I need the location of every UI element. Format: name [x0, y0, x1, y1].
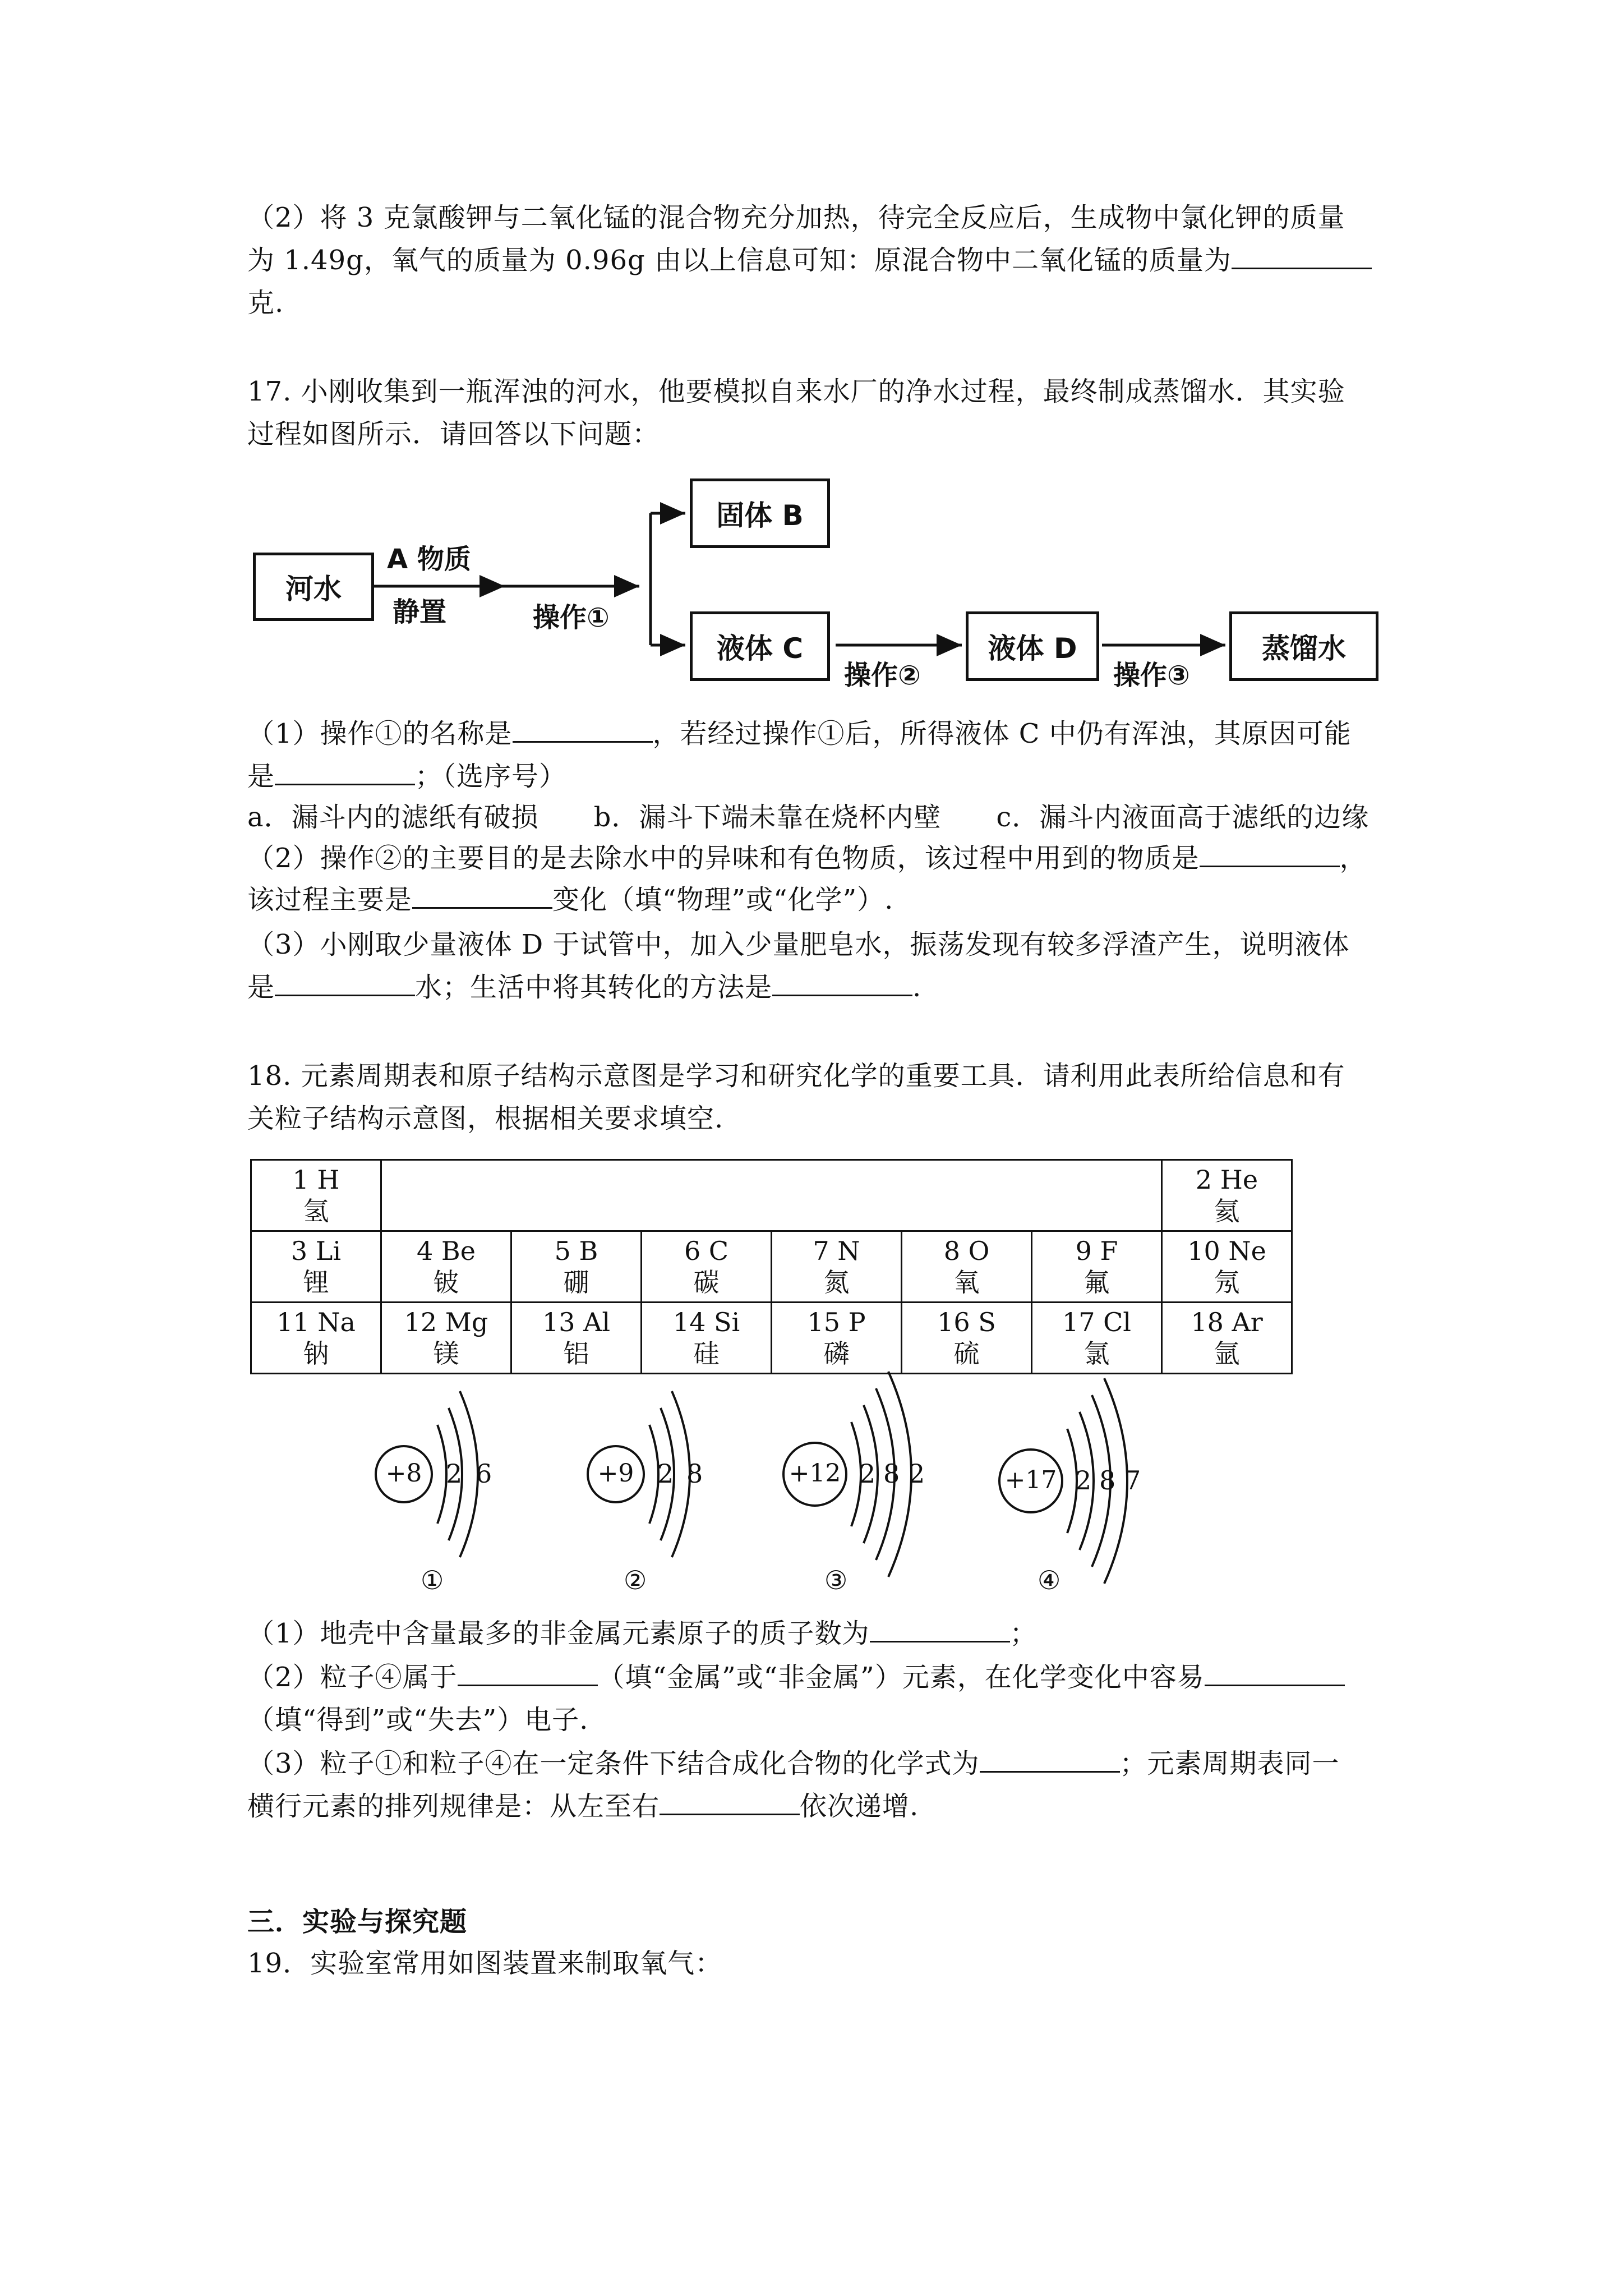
element-symbol: 8 O [943, 1236, 990, 1266]
answer-blank[interactable] [870, 1617, 1010, 1642]
q16-p2-text: 为 1.49g，氧气的质量为 0.96g 由以上信息可知：原混合物中二氧化锰的质量为 [247, 245, 1232, 276]
label-op2: 操作② [844, 660, 921, 691]
q17-s3-line1: （3）小刚取少量液体 D 于试管中，加入少量肥皂水，振荡发现有较多浮渣产生，说明液体 [247, 929, 1350, 960]
q17-s1-text-b: ，若经过操作①后，所得液体 C 中仍有浑浊，其原因可能 [652, 718, 1352, 749]
element-symbol: 2 He [1195, 1165, 1258, 1195]
atom-4-label: ④ [1038, 1565, 1061, 1595]
element-name: 氮 [823, 1267, 850, 1297]
q18-s2-text-b: （填“金属”或“非金属”）元素，在化学变化中容易 [597, 1662, 1205, 1693]
atom-3-shell-count: 2 [909, 1458, 925, 1489]
q17-s1-text-a: （1）操作①的名称是 [247, 718, 513, 749]
answer-blank[interactable] [1205, 1661, 1345, 1686]
answer-blank[interactable] [980, 1747, 1120, 1773]
element-symbol: 10 Ne [1187, 1236, 1266, 1266]
element-symbol: 1 H [292, 1165, 340, 1195]
atom-2-label: ② [624, 1565, 647, 1595]
atom-4-nucleus: +17 [1004, 1466, 1057, 1494]
element-symbol: 3 Li [291, 1236, 342, 1266]
q17-intro-line2: 过程如图所示．请回答以下问题： [247, 418, 660, 450]
q17-s2-text-a: （2）操作②的主要目的是去除水中的异味和有色物质，该过程中用到的物质是 [247, 843, 1200, 874]
element-name: 磷 [823, 1338, 850, 1369]
q18-s2-text-a: （2）粒子④属于 [247, 1662, 458, 1693]
q17-options: a．漏斗内的滤纸有破损 b．漏斗下端未靠在烧杯内壁 c．漏斗内液面高于滤纸的边缘 [247, 802, 1370, 833]
element-name: 钠 [303, 1338, 329, 1369]
q16-p2-line3: 克. [247, 287, 284, 319]
element-name: 氩 [1214, 1338, 1240, 1369]
answer-blank[interactable] [458, 1661, 598, 1686]
q19-text: 19．实验室常用如图装置来制取氧气： [247, 1948, 723, 1979]
box-liquid-c: 液体 C [690, 611, 830, 681]
label-op3: 操作③ [1113, 660, 1190, 691]
section-3-title: 三．实验与探究题 [247, 1906, 468, 1938]
atom-3-label: ③ [824, 1565, 848, 1595]
q17-s1-text-d: ；（选序号） [415, 761, 567, 792]
atom-3-shell-count: 8 [883, 1458, 900, 1489]
q18-s2-line1 [247, 1659, 1345, 1695]
box-solid-b: 固体 B [690, 478, 830, 548]
q18-s1-line [247, 1616, 1038, 1651]
label-still: 静置 [393, 596, 447, 628]
atom-1-shell-1 [437, 1425, 446, 1524]
atom-1-label: ① [421, 1565, 444, 1595]
element-symbol: 4 Be [417, 1236, 476, 1266]
atom-3-shell-count: 2 [859, 1458, 876, 1489]
element-symbol: 18 Ar [1191, 1307, 1263, 1337]
element-name: 氖 [1214, 1267, 1240, 1297]
atom-4-shell-count: 8 [1099, 1465, 1116, 1496]
element-symbol: 9 F [1075, 1236, 1118, 1266]
q18-s3-text-a: （3）粒子①和粒子④在一定条件下结合成化合物的化学式为 [247, 1748, 980, 1779]
element-symbol: 16 S [937, 1307, 996, 1337]
q18-s3-line2 [247, 1788, 919, 1824]
q18-s1-end: ； [1009, 1618, 1038, 1649]
element-name: 硅 [693, 1338, 720, 1369]
atom-2-shell-count: 8 [686, 1458, 703, 1489]
element-symbol: 7 N [813, 1236, 860, 1266]
q17-intro-line1: 17. 小刚收集到一瓶浑浊的河水，他要模拟自来水厂的净水过程，最终制成蒸馏水．其实验 [247, 376, 1345, 407]
element-name: 硼 [563, 1267, 589, 1297]
element-name: 氯 [1083, 1338, 1110, 1369]
q17-s3-text-a: 是 [247, 972, 275, 1003]
element-name: 镁 [433, 1338, 459, 1369]
q18-s3-text-b2: 依次递增. [800, 1791, 919, 1822]
element-symbol: 17 Cl [1062, 1307, 1132, 1337]
atom-1-shell-count: 2 [446, 1458, 463, 1489]
atom-2-nucleus: +9 [597, 1459, 634, 1488]
element-symbol: 13 Al [542, 1307, 611, 1337]
element-name: 铝 [563, 1338, 589, 1369]
atom-1-nucleus: +8 [385, 1459, 422, 1488]
box-distilled-water: 蒸馏水 [1229, 611, 1378, 681]
element-name: 氦 [1214, 1196, 1240, 1226]
box-liquid-d: 液体 D [966, 611, 1099, 681]
q17-s2-text-b: ， [1339, 843, 1367, 874]
label-op1: 操作① [533, 602, 610, 633]
element-name: 碳 [693, 1267, 720, 1297]
element-name: 锂 [303, 1267, 329, 1297]
atom-3-nucleus: +12 [789, 1459, 841, 1488]
q18-s3-line1 [247, 1746, 1340, 1782]
box-river: 河水 [253, 553, 374, 621]
atom-2-shell-count: 2 [657, 1458, 674, 1489]
element-name: 硫 [953, 1338, 980, 1369]
element-symbol: 6 C [684, 1236, 729, 1266]
atom-1-shell-count: 6 [476, 1458, 492, 1489]
answer-blank[interactable] [660, 1790, 800, 1815]
atom-4-shell-count: 2 [1075, 1465, 1092, 1496]
element-name: 氧 [953, 1267, 980, 1297]
q17-s1-text-c: 是 [247, 761, 275, 792]
q18-intro-line2: 关粒子结构示意图，根据相关要求填空. [247, 1103, 724, 1134]
q17-s2-text-c: 该过程主要是 [247, 884, 413, 915]
q18-s1-text: （1）地壳中含量最多的非金属元素原子的质子数为 [247, 1618, 870, 1649]
label-a-substance: A 物质 [387, 544, 471, 575]
element-name: 氢 [303, 1196, 329, 1226]
q18-s3-text-a2: 横行元素的排列规律是：从左至右 [247, 1791, 660, 1822]
q16-p2-line1: （2）将 3 克氯酸钾与二氧化锰的混合物充分加热，待完全反应后，生成物中氯化钾的质量 [247, 202, 1345, 233]
element-symbol: 11 Na [276, 1307, 356, 1337]
q18-s3-text-b: ；元素周期表同一 [1119, 1748, 1340, 1779]
element-name: 铍 [433, 1267, 459, 1297]
element-symbol: 5 B [554, 1236, 598, 1266]
element-symbol: 15 P [807, 1307, 866, 1337]
q17-s2-text-d: 变化（填“物理”或“化学”）. [552, 884, 894, 915]
element-symbol: 14 Si [672, 1307, 740, 1337]
element-name: 氟 [1083, 1267, 1110, 1297]
q17-s3-text-b: 水；生活中将其转化的方法是 [415, 972, 773, 1003]
q18-s2-line2: （填“得到”或“失去”）电子. [247, 1704, 589, 1736]
atom-4-shell-count: 7 [1124, 1465, 1141, 1496]
q17-s3-text-c: . [912, 972, 922, 1003]
element-symbol: 12 Mg [404, 1307, 488, 1337]
q18-intro-line1: 18. 元素周期表和原子结构示意图是学习和研究化学的重要工具．请利用此表所给信息和有 [247, 1060, 1345, 1092]
